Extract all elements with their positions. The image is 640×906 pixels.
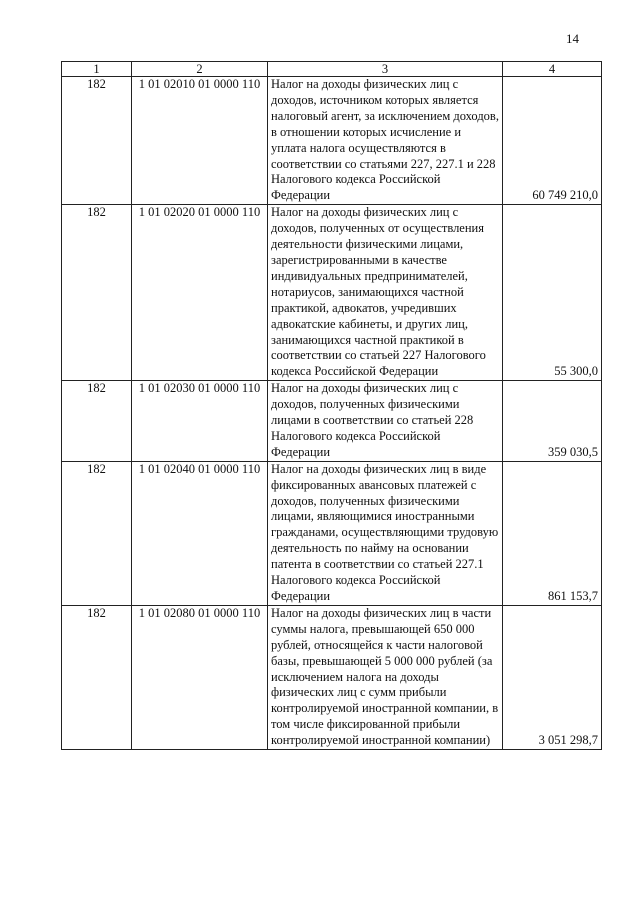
amount-cell: 359 030,5 (503, 381, 602, 462)
kbk-code-cell: 1 01 02010 01 0000 110 (132, 77, 268, 205)
page-number: 14 (566, 31, 579, 46)
table-row (62, 381, 602, 462)
column-header-2: 2 (132, 62, 268, 77)
table-row (62, 461, 602, 605)
column-header-3: 3 (268, 62, 503, 77)
revenue-table (61, 61, 602, 750)
amount-cell: 861 153,7 (503, 461, 602, 605)
admin-code-cell: 182 (62, 605, 132, 749)
income-name-cell: Налог на доходы физических лиц с доходов, полученных от осуществления деятельности физическими лицами, зарегистрированными в качестве индивидуальных предпринимателей, нотариусов, занимающихся частной практикой, адвокатов, учредивших адвокатские кабинеты, и других лиц, занимающихся частной практикой в соответствии со статьей 227 Налогового кодекса Российской Федерации (268, 205, 503, 381)
kbk-code-cell: 1 01 02080 01 0000 110 (132, 605, 268, 749)
column-header-1: 1 (62, 62, 132, 77)
table-row (62, 205, 602, 381)
table-row (62, 77, 602, 205)
income-name-cell: Налог на доходы физических лиц с доходов, источником которых является налоговый агент, за исключением доходов, в отношении которых исчисление и уплата налога осуществляются в соответствии со статьями 227, 227.1 и 228 Налогового кодекса Российской Федерации (268, 77, 503, 205)
income-name-cell: Налог на доходы физических лиц в виде фиксированных авансовых платежей с доходов, полученных физическими лицами, являющимися иностранными гражданами, осуществляющими трудовую деятельность по найму на основании патента в соответствии со статьей 227.1 Налогового кодекса Российской Федерации (268, 461, 503, 605)
income-name-cell: Налог на доходы физических лиц в части суммы налога, превышающей 650 000 рублей, относящейся к части налоговой базы, превышающей 5 000 000 рублей (за исключением налога на доходы физических лиц с сумм прибыли контролируемой иностранной компании, в том числе фиксированной прибыли контролируемой иностранной компании) (268, 605, 503, 749)
amount-cell: 55 300,0 (503, 205, 602, 381)
kbk-code-cell: 1 01 02040 01 0000 110 (132, 461, 268, 605)
income-name-cell: Налог на доходы физических лиц с доходов, полученных физическими лицами в соответствии со статьей 228 Налогового кодекса Российской Федерации (268, 381, 503, 462)
table-row (62, 605, 602, 749)
table-header-row (62, 62, 602, 77)
column-header-4: 4 (503, 62, 602, 77)
amount-cell: 60 749 210,0 (503, 77, 602, 205)
amount-cell: 3 051 298,7 (503, 605, 602, 749)
admin-code-cell: 182 (62, 77, 132, 205)
admin-code-cell: 182 (62, 461, 132, 605)
admin-code-cell: 182 (62, 205, 132, 381)
kbk-code-cell: 1 01 02020 01 0000 110 (132, 205, 268, 381)
kbk-code-cell: 1 01 02030 01 0000 110 (132, 381, 268, 462)
admin-code-cell: 182 (62, 381, 132, 462)
